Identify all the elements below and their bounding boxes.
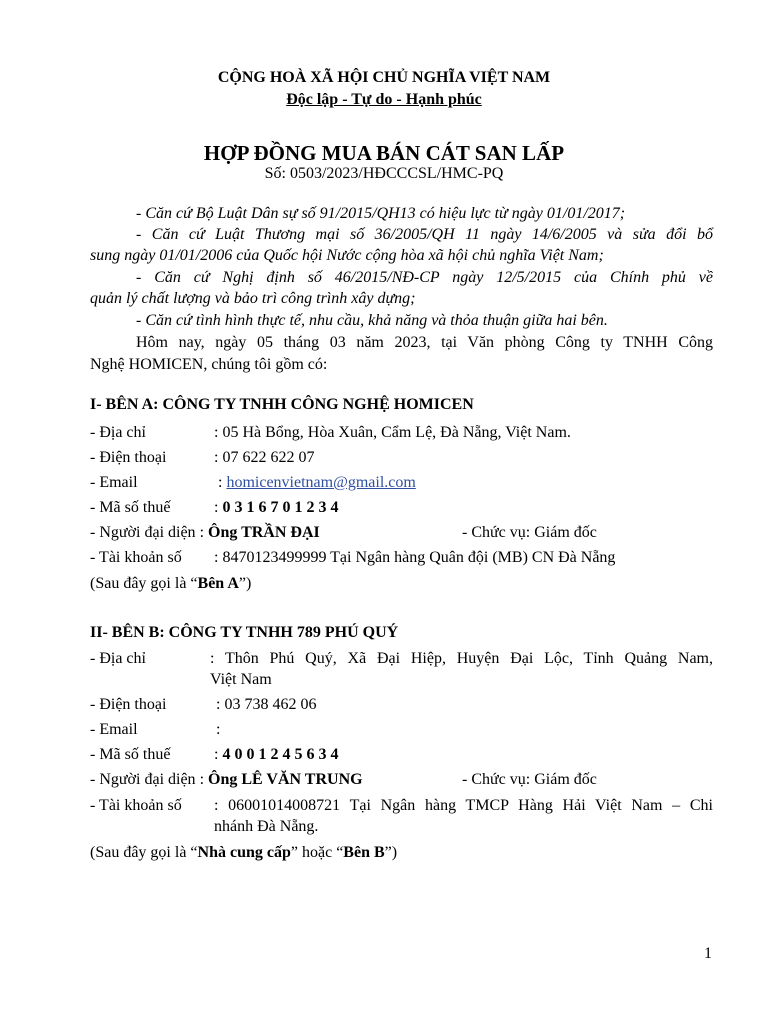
party-a-address: : 05 Hà Bổng, Hòa Xuân, Cẩm Lệ, Đà Nẵng, Việt Nam. bbox=[214, 424, 571, 441]
basis-line-3a: - Căn cứ Nghị định số 46/2015/NĐ-CP ngày 12/5/2015 của Chính phủ về bbox=[136, 269, 713, 286]
party-b-tax-colon: : bbox=[214, 746, 223, 763]
party-b-account-b: nhánh Đà Nẵng. bbox=[214, 818, 319, 835]
party-a-email-row bbox=[218, 474, 416, 492]
party-b-alias-post: ”) bbox=[384, 844, 398, 861]
party-a-email-colon: : bbox=[218, 474, 227, 491]
national-title: CỘNG HOÀ XÃ HỘI CHỦ NGHĨA VIỆT NAM bbox=[217, 69, 551, 86]
party-a-account-label: - Tài khoản số bbox=[90, 549, 182, 566]
party-b-phone-label: - Điện thoại bbox=[90, 696, 167, 713]
party-a-email-link[interactable]: homicenvietnam@gmail.com bbox=[226, 474, 416, 491]
party-b-account-label: - Tài khoản số bbox=[90, 797, 182, 814]
party-a-address-label: - Địa chỉ bbox=[90, 424, 146, 441]
party-a-tax-code: 0 3 1 6 7 0 1 2 3 4 bbox=[222, 499, 339, 516]
party-b-alias-row bbox=[90, 844, 397, 862]
party-a-email-label: - Email bbox=[90, 474, 138, 491]
party-b-heading: II- BÊN B: CÔNG TY TNHH 789 PHÚ QUÝ bbox=[90, 624, 399, 641]
contract-number: Số: 0503/2023/HĐCCCSL/HMC-PQ bbox=[264, 165, 504, 182]
national-motto: Độc lập - Tự do - Hạnh phúc bbox=[286, 91, 482, 108]
party-a-rep-name: Ông TRẦN ĐẠI bbox=[208, 524, 320, 541]
party-a-phone: : 07 622 622 07 bbox=[214, 449, 315, 466]
intro-line-a: Hôm nay, ngày 05 tháng 03 năm 2023, tại Văn phòng Công ty TNHH Công bbox=[136, 334, 713, 351]
party-b-alias-mid: ” hoặc “ bbox=[290, 844, 344, 861]
party-a-heading: I- BÊN A: CÔNG TY TNHH CÔNG NGHỆ HOMICEN bbox=[90, 396, 474, 413]
party-b-rep-label: - Người đại diện bbox=[90, 771, 196, 788]
contract-title: HỢP ĐỒNG MUA BÁN CÁT SAN LẤP bbox=[203, 141, 565, 165]
party-a-rep-colon: : bbox=[199, 524, 209, 541]
page-number: 1 bbox=[704, 945, 712, 962]
party-b-alias-pre: (Sau đây gọi là “ bbox=[90, 844, 198, 861]
party-b-tax-row bbox=[214, 746, 338, 764]
party-b-phone: : 03 738 462 06 bbox=[216, 696, 317, 713]
party-b-address-a: : Thôn Phú Quý, Xã Đại Hiệp, Huyện Đại Lộc, Tỉnh Quảng Nam, bbox=[210, 650, 713, 667]
basis-line-1: - Căn cứ Bộ Luật Dân sự số 91/2015/QH13 có hiệu lực từ ngày 01/01/2017; bbox=[136, 205, 626, 222]
party-a-alias: Bên A bbox=[197, 575, 239, 592]
party-b-tax-label: - Mã số thuế bbox=[90, 746, 171, 763]
party-a-tax-label: - Mã số thuế bbox=[90, 499, 171, 516]
party-b-rep-colon: : bbox=[199, 771, 209, 788]
basis-line-3b: quản lý chất lượng và bảo trì công trình xây dựng; bbox=[90, 290, 416, 307]
party-b-rep-row bbox=[90, 771, 363, 789]
basis-line-4: - Căn cứ tình hình thực tế, nhu cầu, khả năng và thỏa thuận giữa hai bên. bbox=[136, 312, 608, 329]
intro-line-b: Nghệ HOMICEN, chúng tôi gồm có: bbox=[90, 356, 328, 373]
party-b-alias-2: Bên B bbox=[343, 844, 385, 861]
party-b-address-label: - Địa chỉ bbox=[90, 650, 146, 667]
party-b-address-b: Việt Nam bbox=[210, 671, 272, 688]
party-a-phone-label: - Điện thoại bbox=[90, 449, 167, 466]
basis-line-2a: - Căn cứ Luật Thương mại số 36/2005/QH 11 ngày 14/6/2005 và sửa đổi bổ bbox=[136, 226, 713, 243]
party-a-tax-row bbox=[214, 499, 338, 517]
party-b-tax-code: 4 0 0 1 2 4 5 6 3 4 bbox=[222, 746, 339, 763]
party-b-email-label: - Email bbox=[90, 721, 138, 738]
party-a-tax-colon: : bbox=[214, 499, 223, 516]
party-a-alias-pre: (Sau đây gọi là “ bbox=[90, 575, 198, 592]
party-a-rep-label: - Người đại diện bbox=[90, 524, 196, 541]
party-b-account-a: : 06001014008721 Tại Ngân hàng TMCP Hàng Hải Việt Nam – Chi bbox=[214, 797, 713, 814]
party-b-rep-name: Ông LÊ VĂN TRUNG bbox=[208, 771, 363, 788]
party-b-position: - Chức vụ: Giám đốc bbox=[462, 771, 597, 788]
party-a-alias-row bbox=[90, 575, 251, 593]
party-a-alias-post: ”) bbox=[238, 575, 252, 592]
party-a-position: - Chức vụ: Giám đốc bbox=[462, 524, 597, 541]
basis-line-2b: sung ngày 01/01/2006 của Quốc hội Nước cộng hòa xã hội chủ nghĩa Việt Nam; bbox=[90, 247, 604, 264]
party-a-rep-row bbox=[90, 524, 320, 542]
party-a-account: : 8470123499999 Tại Ngân hàng Quân đội (MB) CN Đà Nẵng bbox=[214, 549, 616, 566]
party-b-email: : bbox=[216, 721, 221, 738]
party-b-alias-1: Nhà cung cấp bbox=[197, 844, 291, 861]
